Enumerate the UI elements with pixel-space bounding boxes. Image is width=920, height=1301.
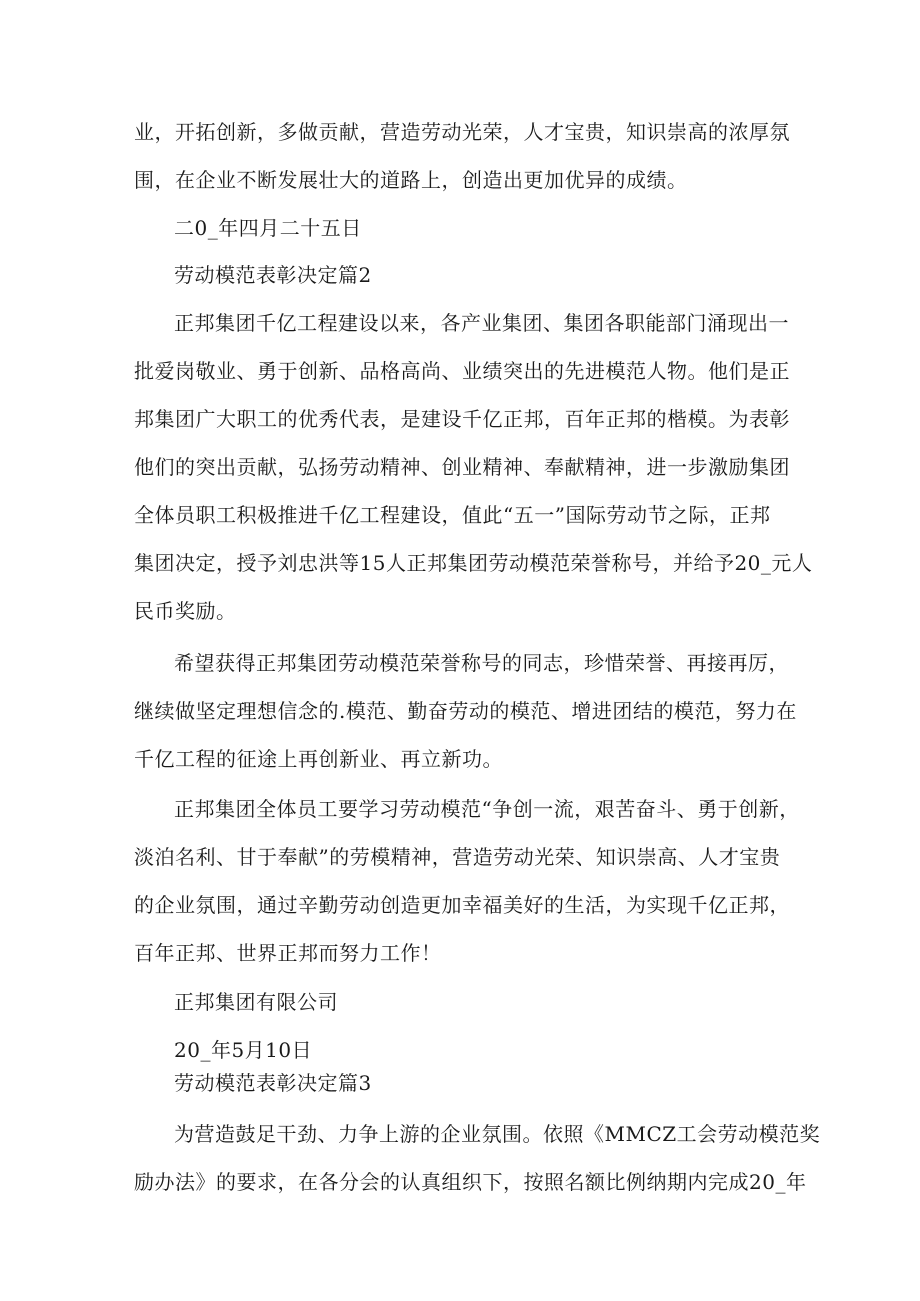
section-heading: 劳动模范表彰决定篇2 bbox=[174, 263, 372, 287]
text-line: 千亿工程的征途上再创新业、再立新功。 bbox=[134, 747, 503, 771]
text-line: 励办法》的要求，在各分会的认真组织下，按照名额比例纳期内完成20_年 bbox=[134, 1170, 807, 1194]
text-line: 希望获得正邦集团劳动模范荣誉称号的同志，珍惜荣誉、再接再厉， bbox=[174, 651, 789, 675]
signature-company: 正邦集团有限公司 bbox=[174, 990, 338, 1014]
date-line: 二0_年四月二十五日 bbox=[174, 216, 362, 240]
text-line: 为营造鼓足干劲、力争上游的企业氛围。依照《MMCZ工会劳动模范奖 bbox=[174, 1122, 821, 1146]
signature-date: 20_年5月10日 bbox=[174, 1038, 313, 1062]
text-line: 正邦集团千亿工程建设以来，各产业集团、集团各职能部门涌现出一 bbox=[174, 311, 789, 335]
text-line: 继续做坚定理想信念的.模范、勤奋劳动的模范、增进团结的模范，努力在 bbox=[134, 699, 797, 723]
text-line: 他们的突出贡献，弘扬劳动精神、创业精神、奉献精神，进一步激励集团 bbox=[134, 455, 790, 479]
text-line: 百年正邦、世界正邦而努力工作！ bbox=[134, 941, 442, 965]
text-line: 围，在企业不断发展壮大的道路上，创造出更加优异的成绩。 bbox=[134, 168, 688, 192]
text-line: 批爱岗敬业、勇于创新、品格高尚、业绩突出的先进模范人物。他们是正 bbox=[134, 359, 790, 383]
text-line: 淡泊名利、甘于奉献”的劳模精神，营造劳动光荣、知识崇高、人才宝贵 bbox=[134, 845, 781, 869]
text-line: 民币奖励。 bbox=[134, 599, 237, 623]
text-line: 正邦集团全体员工要学习劳动模范“争创一流，艰苦奋斗、勇于创新， bbox=[174, 797, 800, 821]
text-line: 的企业氛围，通过辛勤劳动创造更加幸福美好的生活，为实现千亿正邦， bbox=[134, 893, 790, 917]
section-heading: 劳动模范表彰决定篇3 bbox=[174, 1071, 372, 1095]
text-line: 业，开拓创新，多做贡献，营造劳动光荣，人才宝贵，知识崇高的浓厚氛 bbox=[134, 120, 790, 144]
text-line: 邦集团广大职工的优秀代表，是建设千亿正邦，百年正邦的楷模。为表彰 bbox=[134, 407, 790, 431]
text-line: 集团决定，授予刘忠洪等15人正邦集团劳动模范荣誉称号，并给予20_元人 bbox=[134, 551, 813, 575]
text-line: 全体员职工积极推进千亿工程建设，值此“五一”国际劳动节之际，正邦 bbox=[134, 503, 771, 527]
